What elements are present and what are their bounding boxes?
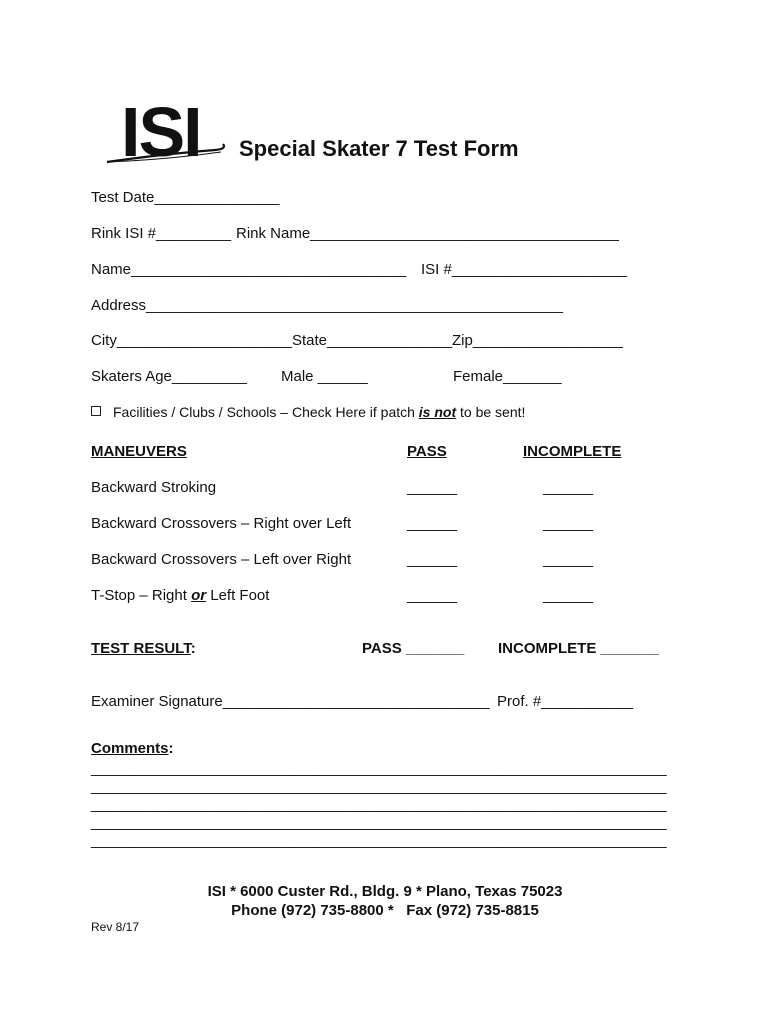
comment-line[interactable]: _____________________________________________________________________ [91, 832, 667, 849]
maneuver-pass-blank[interactable]: ______ [407, 479, 458, 496]
female-field[interactable]: Female_______ [453, 368, 562, 385]
comment-line[interactable]: _____________________________________________________________________ [91, 796, 667, 813]
maneuver-label: Backward Crossovers – Right over Left [91, 515, 352, 532]
isi-number-field[interactable]: ISI #_____________________ [421, 261, 628, 278]
test-date-field[interactable]: Test Date_______________ [91, 189, 280, 206]
comment-line[interactable]: _____________________________________________________________________ [91, 814, 667, 831]
maneuver-incomplete-blank[interactable]: ______ [543, 587, 594, 604]
state-field[interactable]: State_______________ [292, 332, 453, 349]
patch-checkbox-label: Facilities / Clubs / Schools – Check Here if patch is not to be sent! [113, 404, 526, 420]
footer-phone: Phone (972) 735-8800 * Fax (972) 735-8815 [231, 902, 539, 919]
rink-isi-field[interactable]: Rink ISI #_________ [91, 225, 232, 242]
prof-number-field[interactable]: Prof. #___________ [497, 693, 633, 710]
or-emphasis: or [191, 587, 207, 604]
zip-field[interactable]: Zip__________________ [452, 332, 623, 349]
maneuver-label: Backward Stroking [91, 479, 217, 496]
result-pass-field[interactable]: PASS _______ [362, 640, 465, 657]
maneuver-label: T-Stop – Right or Left Foot [91, 587, 270, 604]
incomplete-header: INCOMPLETE [523, 443, 622, 460]
rink-name-field[interactable]: Rink Name_____________________________________ [236, 225, 619, 242]
comments-label: Comments: [91, 740, 174, 757]
result-incomplete-field[interactable]: INCOMPLETE _______ [498, 640, 659, 657]
maneuver-pass-blank[interactable]: ______ [407, 515, 458, 532]
footer-address: ISI * 6000 Custer Rd., Bldg. 9 * Plano, Texas 75023 [207, 883, 563, 900]
maneuver-pass-blank[interactable]: ______ [407, 551, 458, 568]
maneuver-pass-blank[interactable]: ______ [407, 587, 458, 604]
maneuver-incomplete-blank[interactable]: ______ [543, 515, 594, 532]
patch-checkbox[interactable] [91, 406, 101, 416]
city-field[interactable]: City_____________________ [91, 332, 293, 349]
maneuvers-header: MANEUVERS [91, 443, 187, 460]
maneuver-incomplete-blank[interactable]: ______ [543, 551, 594, 568]
isi-logo [94, 76, 219, 169]
revision-label: Rev 8/17 [91, 920, 140, 934]
maneuver-incomplete-blank[interactable]: ______ [543, 479, 594, 496]
test-result-label: TEST RESULT: [91, 640, 196, 657]
examiner-signature-field[interactable]: Examiner Signature________________________________ [91, 693, 490, 710]
logo-text: ISI [120, 94, 201, 169]
skaters-age-field[interactable]: Skaters Age_________ [91, 368, 247, 385]
maneuver-label: Backward Crossovers – Left over Right [91, 551, 352, 568]
name-field[interactable]: Name_________________________________ [91, 261, 407, 278]
is-not-emphasis: is not [418, 404, 457, 420]
pass-header: PASS [407, 443, 447, 460]
male-field[interactable]: Male ______ [281, 368, 368, 385]
address-field[interactable]: Address__________________________________________________ [91, 297, 564, 314]
comment-line[interactable]: _____________________________________________________________________ [91, 778, 667, 795]
comment-line[interactable]: _____________________________________________________________________ [91, 760, 667, 777]
page-title: Special Skater 7 Test Form [239, 136, 519, 161]
